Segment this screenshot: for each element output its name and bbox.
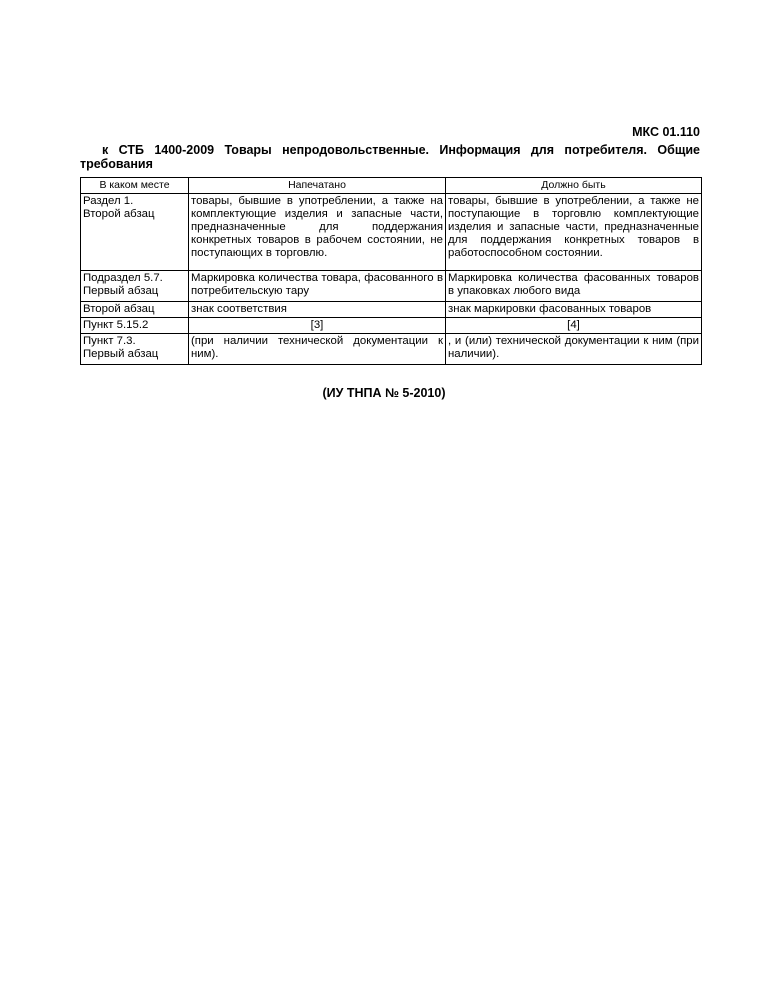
source-note: (ИУ ТНПА № 5-2010) bbox=[322, 386, 446, 400]
cell-printed: товары, бывшие в употреблении, а также на комплектующие изделия и запасные части, предназначенные для поддержания конкретных товаров в рабочем состоянии, не поступающих в торговлю. bbox=[189, 194, 446, 271]
table-row bbox=[81, 302, 702, 318]
cell-should-be: товары, бывшие в употреблении, а также не поступающие в торговлю комплектующие изделия и запасные части, предназначенные для поддержания конкретных товаров в работоспособном состоянии. bbox=[446, 194, 702, 271]
cell-place: Подраздел 5.7. Первый абзац bbox=[81, 271, 189, 302]
cell-printed: Маркировка количества товара, фасованного в потребительскую тару bbox=[189, 271, 446, 302]
amendment-title: к СТБ 1400-2009 Товары непродовольственные. Информация для потребителя. Общие требования bbox=[80, 143, 700, 171]
header-should-be: Должно быть bbox=[446, 178, 702, 194]
table-row bbox=[81, 334, 702, 365]
table-row bbox=[81, 271, 702, 302]
header-place: В каком месте bbox=[81, 178, 189, 194]
header-printed: Напечатано bbox=[189, 178, 446, 194]
cell-should-be: [4] bbox=[446, 318, 702, 334]
cell-printed: [3] bbox=[189, 318, 446, 334]
cell-should-be: , и (или) технической документации к ним (при наличии). bbox=[446, 334, 702, 365]
cell-place: Раздел 1. Второй абзац bbox=[81, 194, 189, 271]
cell-place: Второй абзац bbox=[81, 302, 189, 318]
cell-printed: знак соответствия bbox=[189, 302, 446, 318]
cell-should-be: знак маркировки фасованных товаров bbox=[446, 302, 702, 318]
table-row bbox=[81, 318, 702, 334]
classification-code: МКС 01.110 bbox=[632, 125, 700, 139]
cell-place: Пункт 5.15.2 bbox=[81, 318, 189, 334]
table-header-row bbox=[81, 178, 702, 194]
cell-place: Пункт 7.3. Первый абзац bbox=[81, 334, 189, 365]
amendment-table bbox=[80, 177, 702, 365]
table-row bbox=[81, 194, 702, 271]
cell-printed: (при наличии технической документации к ним). bbox=[189, 334, 446, 365]
cell-should-be: Маркировка количества фасованных товаров в упаковках любого вида bbox=[446, 271, 702, 302]
